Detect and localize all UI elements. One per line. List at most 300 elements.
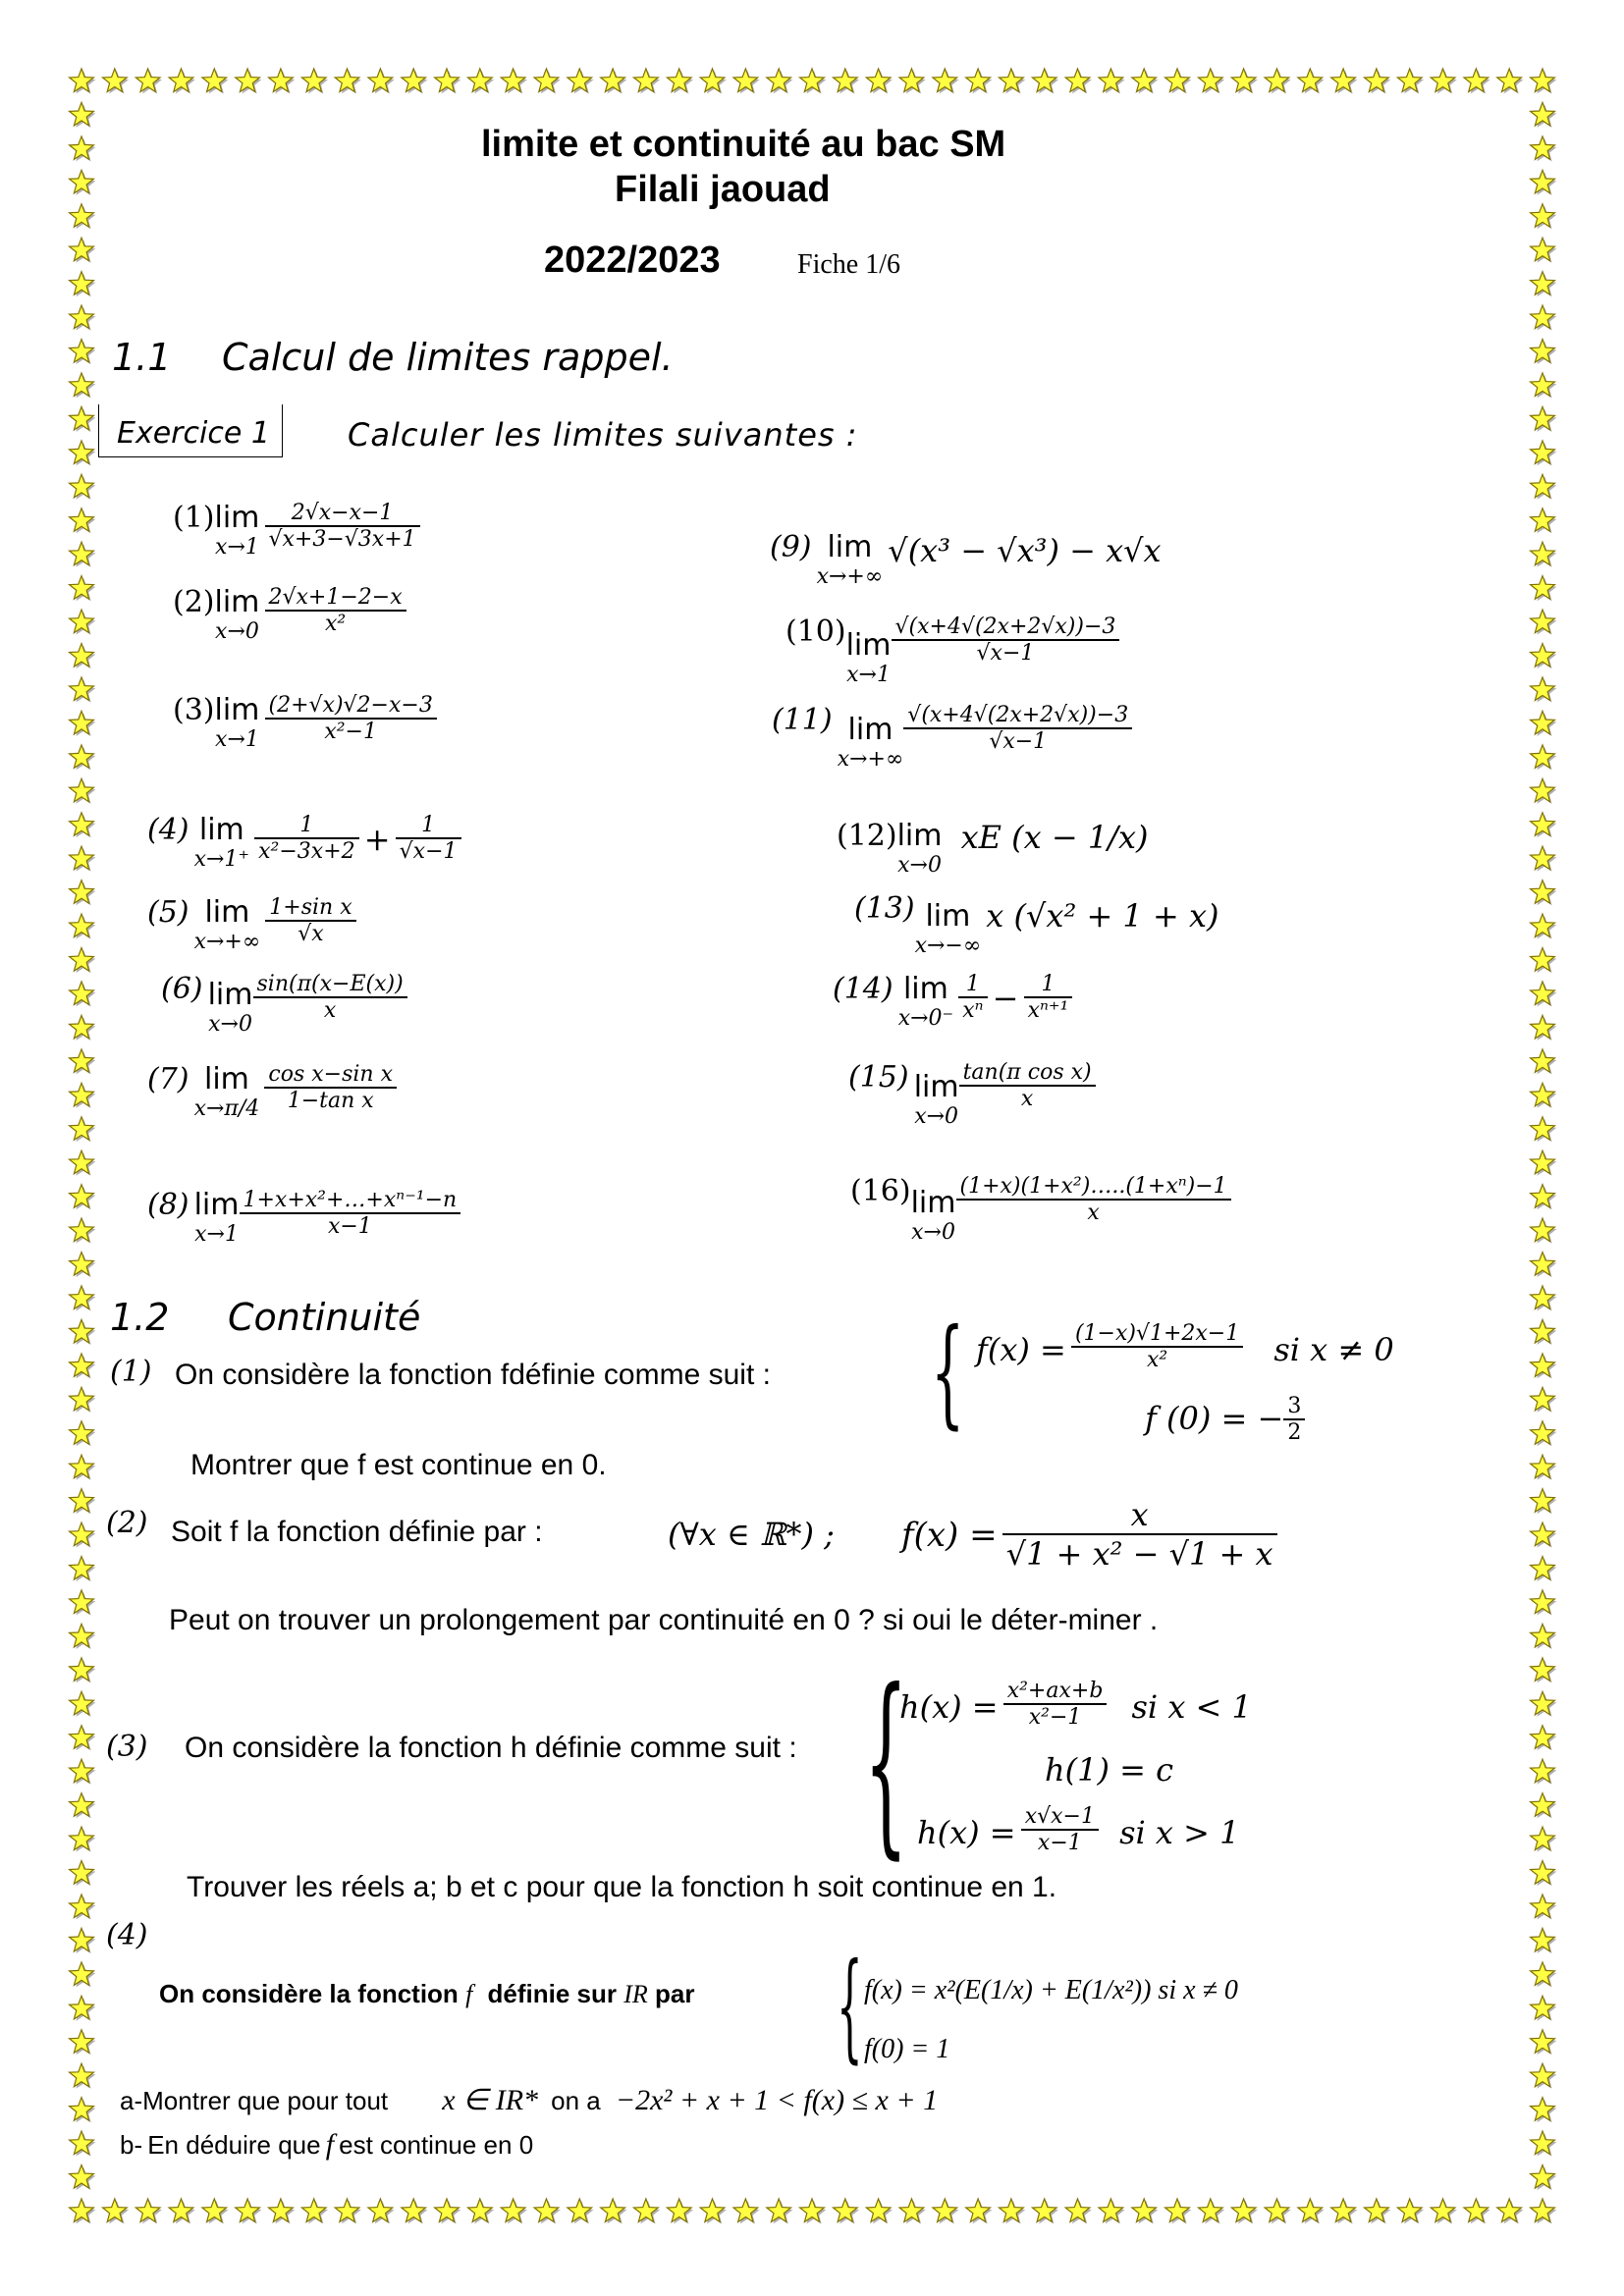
star-icon <box>1000 69 1026 94</box>
star-icon <box>1531 2030 1557 2056</box>
star-icon <box>70 1658 96 1683</box>
star-icon <box>1531 441 1557 466</box>
star-icon <box>1531 2063 1557 2089</box>
star-icon <box>1497 69 1524 94</box>
star-icon <box>1531 711 1557 736</box>
expression: √(x³ − √x³) − x√x <box>888 532 1162 569</box>
star-icon <box>1165 69 1192 94</box>
case-lhs: f(x) = <box>976 1331 1066 1368</box>
star-icon <box>70 2030 96 2056</box>
star-icon <box>1531 2165 1557 2191</box>
set-symbol: IR <box>623 1980 648 2008</box>
limit-item <box>173 501 420 560</box>
star-icon <box>368 69 395 94</box>
star-icon <box>1265 2199 1291 2224</box>
star-icon <box>70 1286 96 1311</box>
star-icon <box>70 576 96 602</box>
star-icon <box>70 1455 96 1480</box>
star-icon <box>834 69 860 94</box>
item-instruction: Peut on trouver un prolongement par continuité en 0 ? si oui le déter-miner . <box>169 1604 1159 1636</box>
star-icon <box>501 69 527 94</box>
star-icon <box>1531 576 1557 602</box>
question-text: Montrer que pour tout <box>142 2086 389 2115</box>
denominator: x <box>1020 1087 1034 1111</box>
star-icon <box>468 69 495 94</box>
star-icon <box>1298 69 1325 94</box>
limit-item <box>848 1060 1096 1129</box>
domain-expression: x ∈ IR* <box>442 2084 539 2116</box>
star-icon <box>1531 1827 1557 1852</box>
item-number: (13) <box>854 891 915 926</box>
limit-item <box>770 530 1162 589</box>
expression: x (√x² + 1 + x) <box>986 897 1219 934</box>
star-icon <box>966 69 993 94</box>
fraction <box>254 813 359 864</box>
star-icon <box>135 2199 162 2224</box>
numerator: x√x−1 <box>1021 1804 1099 1831</box>
numerator: (2+√x)√2−x−3 <box>265 693 437 720</box>
star-icon <box>70 982 96 1007</box>
fraction <box>1024 972 1073 1023</box>
star-icon <box>534 2199 561 2224</box>
piecewise-case: f(x) = x²(E(1/x) + E(1/x²)) si x ≠ 0 <box>864 1975 1238 2005</box>
star-icon <box>634 69 661 94</box>
lim-operator <box>194 1062 260 1121</box>
denominator: x² <box>324 612 347 636</box>
piecewise-case <box>899 1679 1252 1730</box>
star-icon <box>135 69 162 94</box>
limit-item <box>785 614 1119 687</box>
star-icon <box>1531 1962 1557 1988</box>
star-icon <box>634 2199 661 2224</box>
lim-subscript: x→1 <box>846 663 891 687</box>
limit-item <box>147 1188 460 1247</box>
star-icon <box>402 2199 428 2224</box>
star-icon <box>1531 406 1557 432</box>
star-icon <box>1331 2199 1358 2224</box>
document-title: limite et continuité au bac SM <box>481 124 1006 165</box>
star-icon <box>1531 340 1557 365</box>
star-icon <box>1065 69 1092 94</box>
star-icon <box>1032 69 1058 94</box>
star-icon <box>1065 2199 1092 2224</box>
numerator: cos x−sin x <box>264 1062 397 1089</box>
star-icon <box>1531 2098 1557 2123</box>
item-number: (4) <box>147 813 189 847</box>
case-condition: si x > 1 <box>1119 1814 1240 1851</box>
case-condition: si x ≠ 0 <box>1273 1331 1394 1368</box>
fraction <box>264 1062 397 1113</box>
star-icon <box>1531 1218 1557 1244</box>
fraction <box>265 585 406 636</box>
star-icon <box>1531 1624 1557 1649</box>
star-icon <box>70 1049 96 1075</box>
item-number: (14) <box>833 972 893 1006</box>
star-icon <box>1531 1759 1557 1785</box>
star-icon <box>202 2199 229 2224</box>
left-brace: { <box>837 1939 863 2075</box>
star-icon <box>1132 69 1159 94</box>
lim-subscript: x→0⁻ <box>897 1006 954 1031</box>
question-b <box>120 2128 533 2162</box>
star-icon <box>1431 69 1457 94</box>
star-icon <box>70 170 96 195</box>
star-icon <box>899 69 926 94</box>
star-icon <box>1032 2199 1058 2224</box>
numerator: sin(π(x−E(x)) <box>253 972 407 998</box>
star-icon <box>1531 1793 1557 1819</box>
numerator: 1+sin x <box>265 895 355 922</box>
star-icon <box>70 2199 96 2224</box>
star-icon <box>70 1015 96 1041</box>
star-icon <box>70 711 96 736</box>
piecewise-case: h(1) = c <box>1045 1751 1174 1789</box>
star-icon <box>70 1590 96 1616</box>
star-icon <box>1531 1557 1557 1582</box>
lim-subscript: x→0 <box>911 1220 955 1245</box>
question-text: En déduire que <box>147 2130 321 2160</box>
lim-subscript: x→0 <box>897 853 942 878</box>
star-icon <box>1531 677 1557 703</box>
lim-operator <box>215 693 260 752</box>
section-title: Continuité <box>228 1296 421 1339</box>
star-icon <box>1531 914 1557 939</box>
lim-operator <box>911 1186 956 1245</box>
item-number: (15) <box>848 1060 909 1095</box>
star-icon <box>70 914 96 939</box>
item-number: (3) <box>106 1730 148 1764</box>
piecewise-case <box>917 1804 1239 1855</box>
star-icon <box>70 1185 96 1210</box>
question-a <box>120 2083 938 2117</box>
document-author: Filali jaouad <box>615 169 831 210</box>
star-icon <box>1531 272 1557 297</box>
item-number: (1) <box>173 501 215 535</box>
star-icon <box>534 69 561 94</box>
star-icon <box>70 1117 96 1143</box>
lim-operator <box>914 1070 959 1129</box>
star-icon <box>70 1522 96 1548</box>
denominator: x <box>323 998 337 1023</box>
limit-item <box>147 1062 397 1121</box>
star-icon <box>70 778 96 804</box>
fraction <box>1283 1394 1305 1445</box>
star-icon <box>1531 846 1557 872</box>
item-number: (11) <box>772 703 833 737</box>
domain-expression: (∀x ∈ ℝ*) ; <box>668 1516 835 1553</box>
star-icon <box>1531 644 1557 669</box>
item-text-part: définie sur <box>487 1979 618 2008</box>
star-icon <box>1431 2199 1457 2224</box>
star-icon <box>1531 1049 1557 1075</box>
star-icon <box>70 1387 96 1413</box>
star-icon <box>899 2199 926 2224</box>
star-icon <box>1298 2199 1325 2224</box>
limit-item <box>147 895 356 954</box>
section-title: Calcul de limites rappel. <box>222 336 674 379</box>
section-number: 1.2 <box>110 1296 170 1339</box>
lim-operator <box>838 713 904 772</box>
star-icon <box>1397 2199 1424 2224</box>
numerator: 1 <box>1024 972 1073 998</box>
limit-item <box>161 972 407 1037</box>
item-text: Soit f la fonction définie par : <box>171 1516 543 1548</box>
star-icon <box>70 948 96 974</box>
numerator: 1 <box>958 972 987 998</box>
lim-operator <box>817 530 884 589</box>
denominator: xⁿ⁺¹ <box>1027 998 1069 1023</box>
star-icon <box>733 69 760 94</box>
numerator: x <box>1002 1496 1277 1535</box>
lim-label: lim <box>198 813 244 847</box>
star-icon <box>70 69 96 94</box>
star-icon <box>1099 69 1125 94</box>
left-brace: { <box>931 1305 965 1441</box>
star-icon <box>70 1354 96 1379</box>
star-icon <box>1132 2199 1159 2224</box>
star-icon <box>402 69 428 94</box>
fraction <box>253 972 407 1023</box>
star-icon <box>202 69 229 94</box>
denominator: √1 + x² − √1 + x <box>1005 1535 1273 1573</box>
star-icon <box>800 2199 827 2224</box>
star-icon <box>301 69 328 94</box>
numerator: √(x+4√(2x+2√x))−3 <box>892 614 1120 641</box>
star-icon <box>1531 1726 1557 1751</box>
fraction <box>959 1060 1096 1111</box>
star-icon <box>1531 305 1557 331</box>
numerator: tan(π cos x) <box>959 1060 1096 1087</box>
fraction <box>1002 1496 1277 1573</box>
denominator: x <box>1087 1201 1100 1225</box>
star-icon <box>70 1421 96 1447</box>
numerator: 2√x−x−1 <box>265 501 420 527</box>
lim-subscript: x→0 <box>914 1104 959 1129</box>
star-icon <box>169 2199 195 2224</box>
star-icon <box>70 1557 96 1582</box>
star-icon <box>1531 813 1557 838</box>
star-icon <box>1199 69 1225 94</box>
star-icon <box>70 1996 96 2021</box>
fraction <box>1003 1679 1108 1730</box>
item-instruction: Trouver les réels a; b et c pour que la fonction h soit continue en 1. <box>187 1871 1057 1903</box>
star-icon <box>1531 1455 1557 1480</box>
star-icon <box>368 2199 395 2224</box>
piecewise-case <box>1145 1394 1305 1445</box>
item-number: (6) <box>161 972 203 1006</box>
star-icon <box>1531 1319 1557 1345</box>
limit-item <box>147 813 461 872</box>
star-icon <box>70 745 96 771</box>
limit-item <box>837 819 1149 878</box>
denominator: √x <box>298 922 324 946</box>
numerator: 2√x+1−2−x <box>265 585 406 612</box>
lim-subscript: x→1⁺ <box>193 847 250 872</box>
lim-operator <box>215 501 260 560</box>
star-icon <box>1497 2199 1524 2224</box>
star-icon <box>767 2199 793 2224</box>
star-icon <box>800 69 827 94</box>
lim-operator <box>215 585 260 644</box>
star-icon <box>70 1759 96 1785</box>
lim-label: lim <box>204 895 250 930</box>
star-icon <box>269 2199 296 2224</box>
star-icon <box>667 2199 693 2224</box>
star-icon <box>1531 1083 1557 1108</box>
star-icon <box>1531 136 1557 162</box>
star-icon <box>1531 1015 1557 1041</box>
star-icon <box>70 1726 96 1751</box>
star-icon <box>1531 373 1557 399</box>
star-icon <box>1531 508 1557 534</box>
fraction <box>265 501 420 552</box>
lim-subscript: x→−∞ <box>914 934 982 958</box>
item-number: (5) <box>147 895 189 930</box>
star-icon <box>70 1895 96 1920</box>
star-icon <box>1199 2199 1225 2224</box>
star-icon <box>1365 69 1391 94</box>
denominator: √x−1 <box>989 729 1048 754</box>
star-icon <box>700 69 727 94</box>
star-icon <box>70 846 96 872</box>
denominator: x²−1 <box>1028 1705 1082 1730</box>
star-icon <box>1531 1354 1557 1379</box>
numerator: 1 <box>254 813 359 839</box>
star-icon <box>70 474 96 500</box>
limit-item <box>772 703 1132 772</box>
star-icon <box>70 204 96 230</box>
star-icon <box>1531 745 1557 771</box>
star-icon <box>1531 1286 1557 1311</box>
star-icon <box>1531 1253 1557 1278</box>
star-icon <box>70 1861 96 1887</box>
fraction <box>956 1174 1231 1225</box>
star-icon <box>70 813 96 838</box>
star-icon <box>70 102 96 128</box>
item-number: (8) <box>147 1188 189 1222</box>
exercise-prompt: Calculer les limites suivantes : <box>348 416 858 454</box>
lim-label: lim <box>214 501 260 535</box>
lim-subscript: x→0 <box>208 1012 252 1037</box>
star-icon <box>1531 1117 1557 1143</box>
star-icon <box>568 69 594 94</box>
star-icon <box>933 69 959 94</box>
lim-label: lim <box>845 628 892 663</box>
star-icon <box>70 1962 96 1988</box>
star-icon <box>70 340 96 365</box>
star-icon <box>468 2199 495 2224</box>
star-icon <box>70 305 96 331</box>
exercise-label <box>98 404 283 457</box>
section-number: 1.1 <box>112 336 172 379</box>
star-icon <box>1265 69 1291 94</box>
star-icon <box>70 1150 96 1176</box>
star-icon <box>1531 1489 1557 1515</box>
fraction <box>265 693 437 744</box>
lim-operator <box>846 628 892 687</box>
piecewise-case <box>976 1321 1394 1372</box>
item-number: (9) <box>770 530 812 564</box>
denominator: xⁿ <box>962 998 984 1023</box>
star-icon <box>70 881 96 906</box>
numerator: 1+x+x²+…+xⁿ⁻¹−n <box>240 1188 461 1214</box>
star-icon <box>70 441 96 466</box>
lim-label: lim <box>902 972 948 1006</box>
fraction <box>1021 1804 1099 1855</box>
lim-label: lim <box>214 585 260 619</box>
star-icon <box>70 610 96 635</box>
lim-label: lim <box>207 978 253 1012</box>
star-icon <box>70 1827 96 1852</box>
item-number: (7) <box>147 1062 189 1096</box>
expression: xE (x − 1/x) <box>960 819 1149 856</box>
star-icon <box>1464 69 1490 94</box>
star-icon <box>1531 1996 1557 2021</box>
star-icon <box>1531 1590 1557 1616</box>
star-icon <box>1531 2131 1557 2157</box>
star-icon <box>568 2199 594 2224</box>
lim-label: lim <box>910 1186 956 1220</box>
star-icon <box>70 136 96 162</box>
lim-label: lim <box>896 819 943 853</box>
lim-label: lim <box>847 713 893 747</box>
operator: − <box>992 980 1019 1017</box>
denominator: x² <box>1146 1348 1168 1372</box>
star-icon <box>1531 610 1557 635</box>
star-icon <box>70 508 96 534</box>
star-icon <box>70 272 96 297</box>
lim-label: lim <box>193 1188 240 1222</box>
star-icon <box>70 1218 96 1244</box>
star-icon <box>1531 1150 1557 1176</box>
denominator: x−1 <box>327 1214 372 1239</box>
numerator: √(x+4√(2x+2√x))−3 <box>903 703 1132 729</box>
star-icon <box>601 2199 627 2224</box>
star-icon <box>435 69 461 94</box>
lim-operator <box>194 813 249 872</box>
lim-subscript: x→1 <box>194 1222 239 1247</box>
item-text-part: On considère la fonction <box>159 1979 459 2008</box>
star-icon <box>1531 982 1557 1007</box>
star-icon <box>70 1691 96 1717</box>
star-icon <box>1531 204 1557 230</box>
numerator: 3 <box>1283 1394 1305 1420</box>
star-icon <box>70 542 96 567</box>
lim-operator <box>194 1188 240 1247</box>
denominator: √x+3−√3x+1 <box>268 527 416 552</box>
item-text <box>159 1979 695 2009</box>
star-icon <box>70 2165 96 2191</box>
star-icon <box>1531 1861 1557 1887</box>
document-sheet-number: Fiche 1/6 <box>797 249 900 280</box>
denominator: x−1 <box>1037 1831 1082 1855</box>
star-icon <box>1531 881 1557 906</box>
denominator: √x−1 <box>399 839 458 864</box>
lim-label: lim <box>204 1062 249 1096</box>
lim-subscript: x→1 <box>215 727 259 752</box>
star-icon <box>1531 238 1557 263</box>
lim-subscript: x→+∞ <box>816 564 884 589</box>
item-number: (16) <box>850 1174 911 1208</box>
function-lhs: f(x) = <box>901 1516 998 1555</box>
star-icon <box>70 1083 96 1108</box>
star-icon <box>1531 1522 1557 1548</box>
fraction <box>903 703 1132 754</box>
star-icon <box>70 1489 96 1515</box>
star-icon <box>1531 1895 1557 1920</box>
star-icon <box>1531 778 1557 804</box>
lim-operator <box>194 895 261 954</box>
